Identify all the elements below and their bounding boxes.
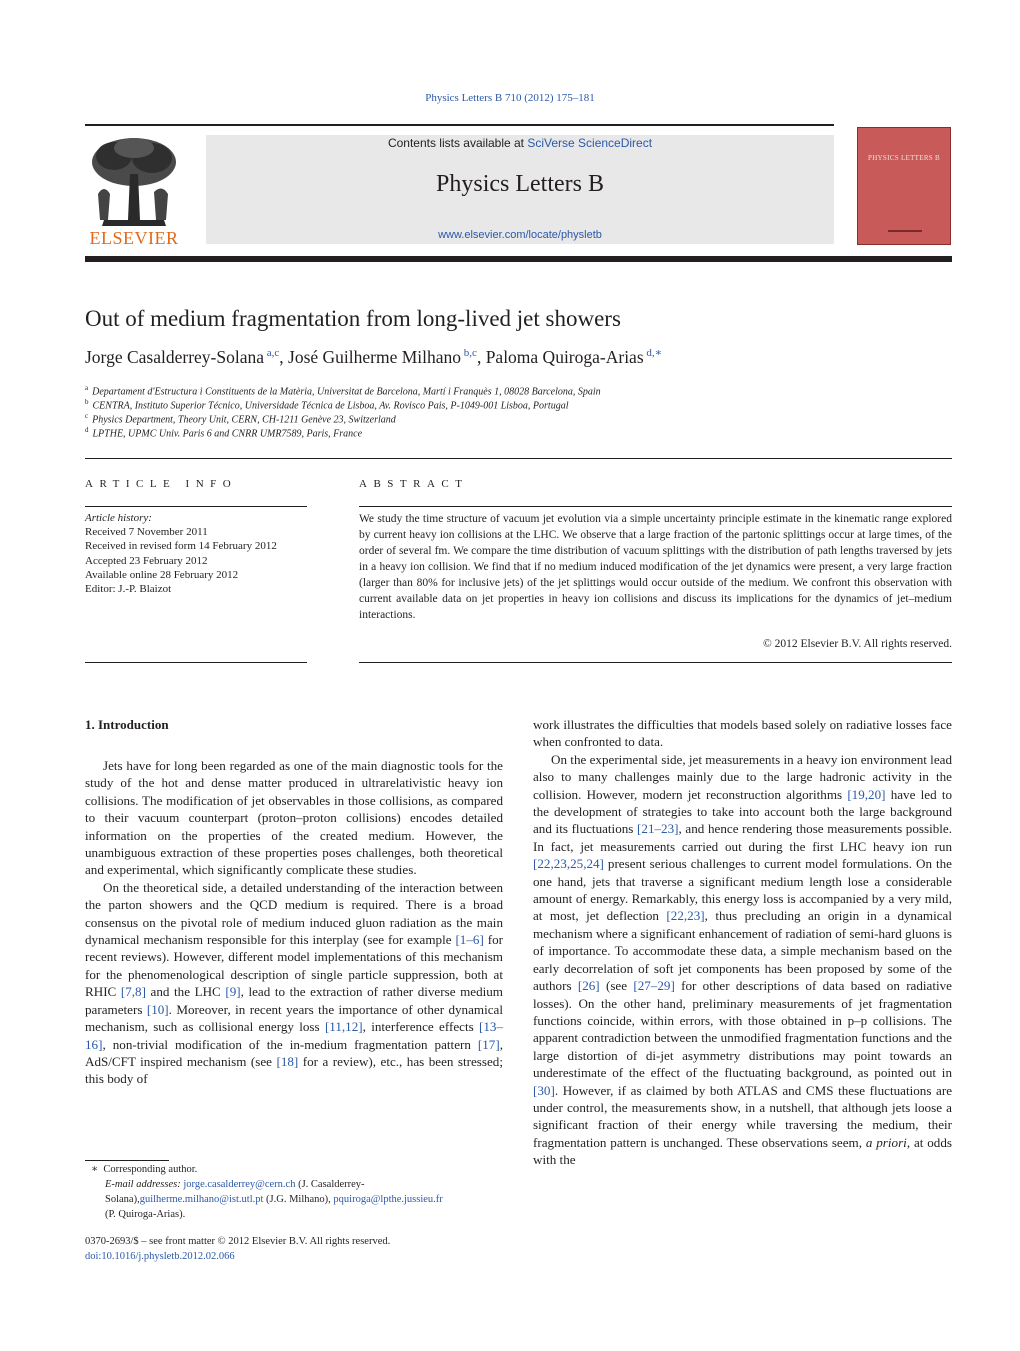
abstract-bottom-rule <box>359 662 952 663</box>
author-name: Jorge Casalderrey-Solana <box>85 346 264 367</box>
affiliation-item <box>85 384 601 397</box>
history-line: Accepted 23 February 2012 <box>85 554 208 567</box>
footnote-rule <box>85 1160 169 1161</box>
paper-title: Out of medium fragmentation from long-lived jet showers <box>85 306 621 331</box>
body-text: for other descriptions of data based on radiative losses). On the other hand, preliminary measurements of jet fragmentation functions coincide, within errors, with those obtained in p–p collisions. The apparent contradiction between the unmodified fragmentation functions and the large distortion of di-jet asymmetry distributions may point towards an underestimate of the effect of the fluctuating background, as pointed out in <box>533 978 952 1081</box>
affiliation-item <box>85 426 362 439</box>
article-history <box>85 511 277 596</box>
body-text: for a review), etc., has been stressed; this body of <box>85 1053 503 1087</box>
citation-link[interactable]: [18] <box>276 1053 299 1069</box>
citation-link[interactable]: [9] <box>225 984 241 1000</box>
citation-link[interactable]: [1–6] <box>455 932 484 948</box>
cover-title: PHYSICS LETTERS B <box>868 154 940 162</box>
author-list <box>85 346 662 368</box>
email-addresses <box>85 1177 503 1222</box>
body-paragraph <box>85 879 503 1088</box>
journal-title: Physics Letters B <box>436 171 604 197</box>
elsevier-logo <box>84 134 184 246</box>
abstract-text: We study the time structure of vacuum jet evolution via a simple uncertainty principle estimate in the kinematic range explored by current heavy ion collisions at the LHC. We observe that a large fraction of the partonic splittings occur at large times, of the order of several fm. We compare the time distribution of vacuum splittings with the distribution of path lengths traversed by jets in a heavy ion collision. We find that if no medium induced modification of the jet dynamics were present, a very large fraction (larger than 80% for inclusive jets) of the jet splittings would occur outside of the medium. We confront this observation with current available data on jet properties in heavy ion collisions and discuss its implications for the dynamics of jet–medium interactions. <box>359 513 952 621</box>
title-separator-rule <box>85 458 952 459</box>
article-history-label: Article history: <box>85 512 152 524</box>
publisher-logo-text: ELSEVIER <box>89 228 179 248</box>
email-label: E-mail addresses: <box>105 1179 184 1190</box>
corresponding-text: Corresponding author. <box>103 1164 198 1175</box>
citation-link[interactable]: [11,12] <box>324 1019 363 1035</box>
history-line: Editor: J.-P. Blaizot <box>85 583 172 596</box>
issn-line: 0370-2693/$ – see front matter © 2012 Elsevier B.V. All rights reserved. <box>85 1236 391 1247</box>
body-text: , and hence rendering those measurements possible. In fact, jet measurements carried out during the first LHC heavy ion run <box>533 821 953 854</box>
corresponding-mark: ∗ <box>91 1164 99 1175</box>
citation-link[interactable]: [13–16] <box>85 1019 503 1052</box>
body-text: work illustrates the difficulties that models based solely on radiative losses face when confronted to data. <box>533 717 952 750</box>
citation-link[interactable]: [19,20] <box>847 786 886 802</box>
body-text: have led to the development of strategies to take into account both the large background and its fluctuations <box>533 786 952 837</box>
abstract-rule <box>359 506 952 507</box>
author-affiliation-marks[interactable]: d,∗ <box>643 347 663 359</box>
author-affiliation-marks[interactable]: a,c <box>264 347 280 359</box>
email-link[interactable]: pquiroga@lpthe.jussieu.fr <box>333 1194 443 1205</box>
email-owner: (P. Quiroga-Arias). <box>105 1209 186 1220</box>
citation-link[interactable]: [22,23,25,24] <box>533 856 604 872</box>
citation-link[interactable]: [17] <box>477 1036 500 1052</box>
abstract-copyright: © 2012 Elsevier B.V. All rights reserved. <box>763 638 952 650</box>
author-name: Paloma Quiroga-Arias <box>485 346 644 367</box>
emphasis-text: a priori <box>865 1134 907 1150</box>
author-separator: , <box>476 346 486 367</box>
footnotes <box>85 1162 503 1222</box>
article-info-bottom-rule <box>85 662 307 663</box>
email-link[interactable]: guilherme.milhano@ist.utl.pt <box>139 1194 264 1205</box>
contents-prefix: Contents lists available at <box>387 136 528 150</box>
citation-link[interactable]: [10] <box>146 1001 169 1017</box>
affiliation-text: Physics Department, Theory Unit, CERN, CH-1211 Genève 23, Switzerland <box>92 414 396 426</box>
body-text: , AdS/CFT inspired mechanism (see <box>85 1036 503 1069</box>
journal-reference-link[interactable]: Physics Letters B 710 (2012) 175–181 <box>425 92 595 104</box>
author-name: José Guilherme Milhano <box>288 346 462 367</box>
affiliation-text: Departament d'Estructura i Constituents de la Matèria, Universitat de Barcelona, Martí i Franquès 1, 08028 Barcelona, Spain <box>92 386 601 398</box>
body-text: On the theoretical side, a detailed understanding of the interaction between the parton showers and the QCD medium is required. There is a broad consensus on the pivotal role of medium induced gluon radiation as the main dynamical mechanism responsible for this interplay (see for example <box>85 879 503 948</box>
body-text: , lead to the extraction of rather diverse medium parameters <box>85 984 503 1017</box>
cover-strip <box>888 230 922 232</box>
body-paragraph <box>533 716 952 751</box>
body-text: , non-trivial modification of the in-medium fragmentation pattern <box>102 1036 478 1052</box>
citation-link[interactable]: [26] <box>577 978 600 994</box>
body-text: . Moreover, in recent years the importance of other dynamical mechanism, such as collisional energy loss <box>85 1001 503 1035</box>
body-text: , thus precluding an origin in a dynamical mechanism where a significant enhancement of radiation of semi-hard gluons is of importance. To accommodate these data, a simple mechanism based on the early decorrelation of soft jet components has been proposed by some of the authors <box>533 908 952 994</box>
body-text: On the experimental side, jet measurements in a heavy ion environment lead also to many challenges mainly due to the large hadronic activity in the collision. However, modern jet reconstruction algorithms <box>533 751 952 802</box>
header-thick-rule <box>85 256 952 262</box>
body-paragraph <box>533 751 952 1169</box>
citation-link[interactable]: [21–23] <box>637 821 679 837</box>
email-link[interactable]: jorge.casalderrey@cern.ch <box>183 1179 296 1190</box>
email-owner: (J. Casalderrey-Solana), <box>105 1179 365 1205</box>
history-line: Available online 28 February 2012 <box>85 568 239 581</box>
doi-link[interactable]: doi:10.1016/j.physletb.2012.02.066 <box>85 1251 235 1262</box>
journal-cover-thumbnail <box>857 127 951 245</box>
body-text: , interference effects <box>362 1019 479 1035</box>
body-text: Jets have for long been regarded as one of the main diagnostic tools for the study of the hot and dense matter produced in ultrarelativistic heavy ion collisions. The modification of jet observables in those collisions, as compared to their vacuum counterpart (proton–proton collisions) encodes detailed information on the properties of the created medium. However, the unambiguous extraction of these properties poses challenges, both theoretical and experimental, which significantly complicate these studies. <box>85 758 503 878</box>
body-text: and the LHC <box>145 984 226 1000</box>
body-text: (see <box>599 978 634 994</box>
body-text: for recent reviews). However, different model implementations of this mechanism for the phenomenological description of single particle suppression, both at RHIC <box>85 932 503 1000</box>
journal-homepage-link[interactable]: www.elsevier.com/locate/physletb <box>438 229 602 241</box>
corresponding-author-note <box>85 1162 503 1177</box>
abstract-heading: ABSTRACT <box>359 478 469 490</box>
front-matter <box>85 1234 390 1264</box>
article-history-lines <box>85 525 277 596</box>
body-paragraph <box>85 757 503 879</box>
affiliation-item <box>85 412 396 425</box>
history-line: Received in revised form 14 February 2012 <box>85 540 277 553</box>
contents-availability <box>206 136 834 150</box>
citation-link[interactable]: [27–29] <box>633 978 675 994</box>
affiliation-label: c <box>85 412 89 420</box>
affiliation-label: a <box>85 384 89 392</box>
article-info-heading: ARTICLE INFO <box>85 478 238 490</box>
sciencedirect-link[interactable]: SciVerse ScienceDirect <box>527 136 653 150</box>
citation-link[interactable]: [22,23] <box>666 908 705 924</box>
affiliation-text: CENTRA, Instituto Superior Técnico, Universidade Técnica de Lisboa, Av. Rovisco Pais, P-1049-001 Lisboa, Portugal <box>92 400 569 412</box>
citation-link[interactable]: [7,8] <box>120 984 146 1000</box>
author-affiliation-marks[interactable]: b,c <box>461 347 477 359</box>
affiliation-text: LPTHE, UPMC Univ. Paris 6 and CNRR UMR7589, Paris, France <box>92 428 363 440</box>
history-line: Received 7 November 2011 <box>85 526 208 539</box>
citation-link[interactable]: [30] <box>533 1082 555 1098</box>
author-separator: , <box>279 346 289 367</box>
section-heading-introduction: 1. Introduction <box>85 717 169 732</box>
body-column-left <box>85 757 503 1088</box>
body-text: . However, if as claimed by both ATLAS and CMS these fluctuations are under control, the measurements show, in a nutshell, that although jets loose a significant fraction of their energy while traversing the medium, their fragmentation pattern is unchanged. These observations seem, <box>533 1082 952 1150</box>
body-text: , at odds with the <box>533 1134 952 1168</box>
body-text: present serious challenges to current model formulations. On the one hand, jets that traverse a significant medium length lose a considerable amount of energy. Remarkably, this energy loss is accompanied by a very mild, at most, jet deflection <box>533 856 952 924</box>
affiliation-label: d <box>85 426 89 434</box>
affiliation-item <box>85 398 568 411</box>
affiliation-label: b <box>85 398 89 406</box>
article-info-rule <box>85 506 307 507</box>
header-top-rule <box>85 124 834 126</box>
body-column-right <box>533 716 952 1169</box>
email-owner: (J.G. Milhano), <box>263 1194 334 1205</box>
